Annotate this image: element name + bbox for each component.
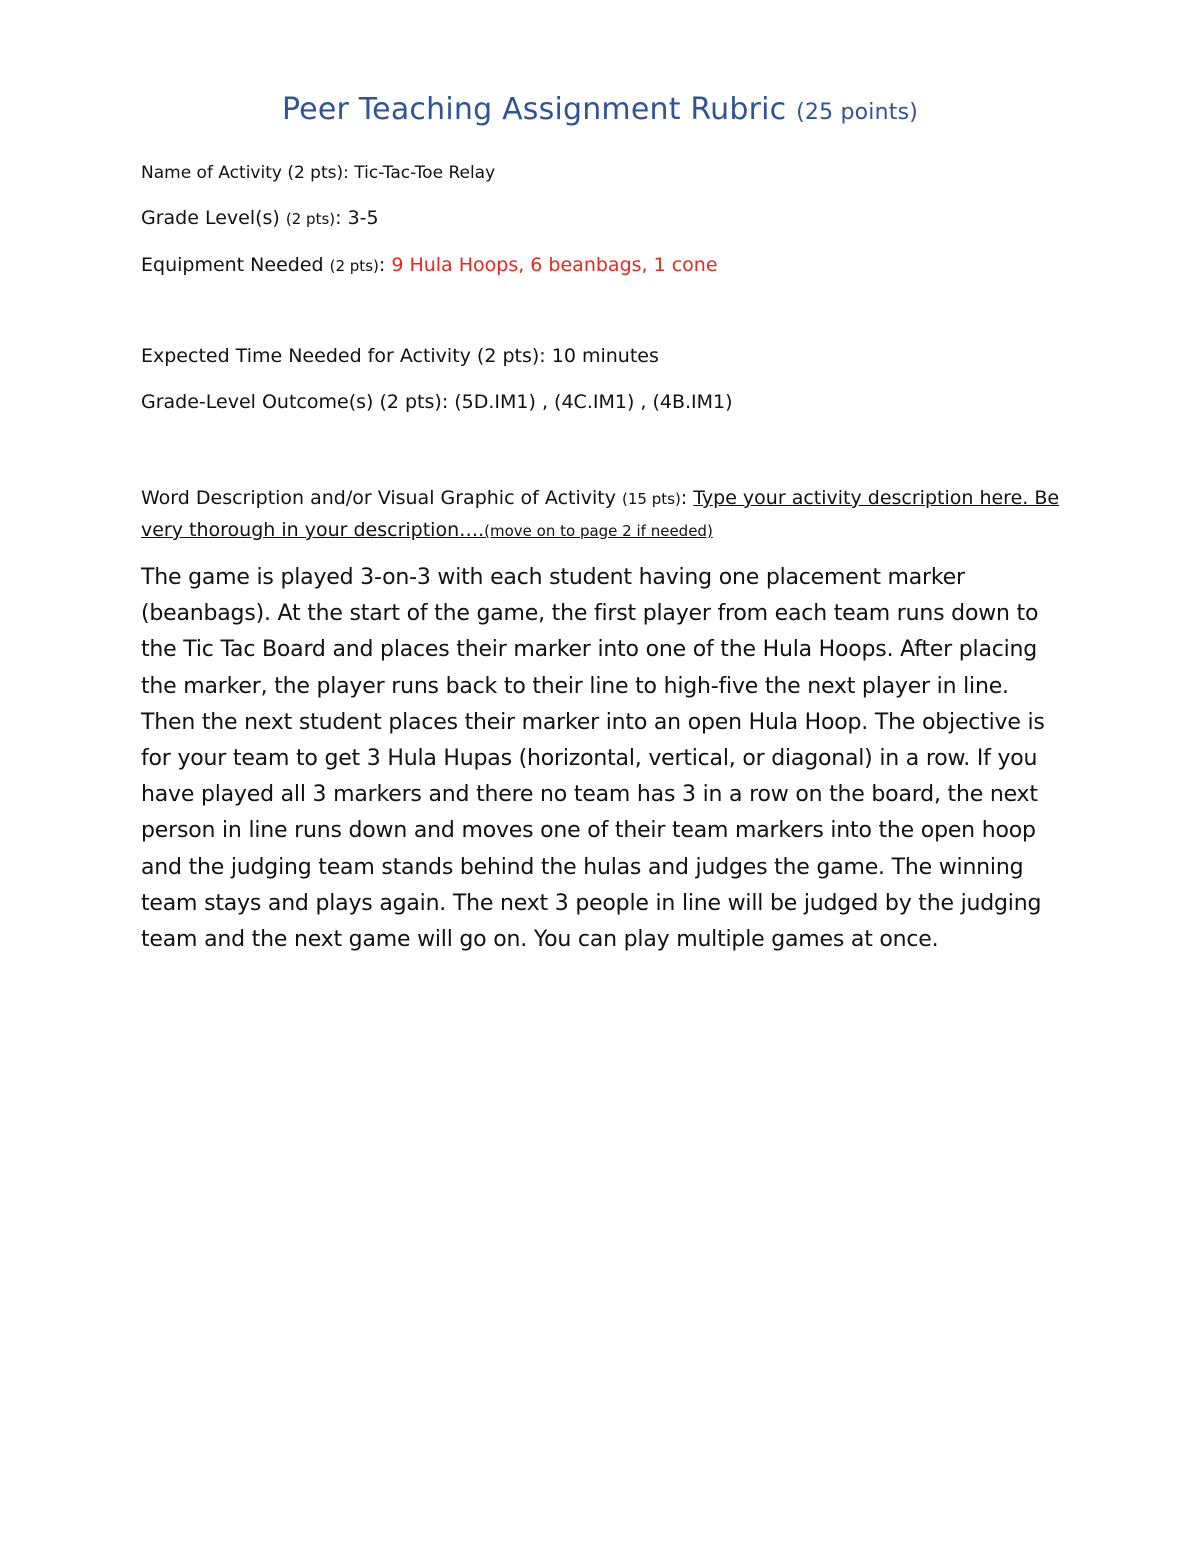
title-text: Peer Teaching Assignment Rubric	[281, 92, 787, 127]
equipment-label: Equipment Needed	[141, 254, 330, 276]
name-of-activity-field	[141, 163, 495, 183]
expected-time-field	[141, 345, 659, 367]
outcomes-value: (5D.IM1) , (4C.IM1) , (4B.IM1)	[454, 391, 733, 413]
description-colon: :	[680, 487, 694, 509]
activity-description: The game is played 3-on-3 with each student having one placement marker (beanbags). At the start of the game, the first player from each team runs down to the Tic Tac Board and places their marker into one of the Hula Hoops. After placing the marker, the player runs back to their line to high-five the next player in line. Then the next student places their marker into an open Hula Hoop. The objective is for your team to get 3 Hula Hupas (horizontal, vertical, or diagonal) in a row. If you have played all 3 markers and there no team has 3 in a row on the board, the next person in line runs down and moves one of their team markers into the open hoop and the judging team stands behind the hulas and judges the game. The winning team stays and plays again. The next 3 people in line will be judged by the judging team and the next game will go on. You can play multiple games at once.	[141, 565, 1045, 953]
description-note: (move on to page 2 if needed)	[484, 522, 713, 540]
equipment-field	[141, 254, 718, 276]
equipment-colon: :	[378, 254, 392, 276]
equipment-value: 9 Hula Hoops, 6 beanbags, 1 cone	[391, 254, 718, 276]
title-points: (25 points)	[796, 100, 919, 125]
description-label: Word Description and/or Visual Graphic of Activity	[141, 487, 623, 509]
equipment-points: (2 pts)	[329, 257, 379, 275]
grade-levels-colon: :	[335, 207, 348, 229]
expected-time-value: 10 minutes	[551, 345, 659, 367]
outcomes-label: Grade-Level Outcome(s) (2 pts):	[141, 391, 455, 413]
description-heading	[141, 483, 1061, 547]
expected-time-label: Expected Time Needed for Activity (2 pts):	[141, 345, 552, 367]
grade-levels-value: 3-5	[347, 207, 379, 229]
grade-levels-label: Grade Level(s)	[141, 207, 286, 229]
outcomes-field	[141, 391, 733, 413]
description-points: (15 pts)	[622, 490, 681, 508]
description-instruction: Type your activity description here. Be very thorough in your description….	[141, 487, 1060, 541]
grade-levels-points: (2 pts)	[285, 210, 336, 228]
name-of-activity-value: Tic-Tac-Toe Relay	[354, 163, 496, 183]
name-of-activity-label: Name of Activity (2 pts):	[141, 163, 355, 183]
page-title	[0, 92, 1200, 127]
grade-levels-field	[141, 207, 379, 229]
